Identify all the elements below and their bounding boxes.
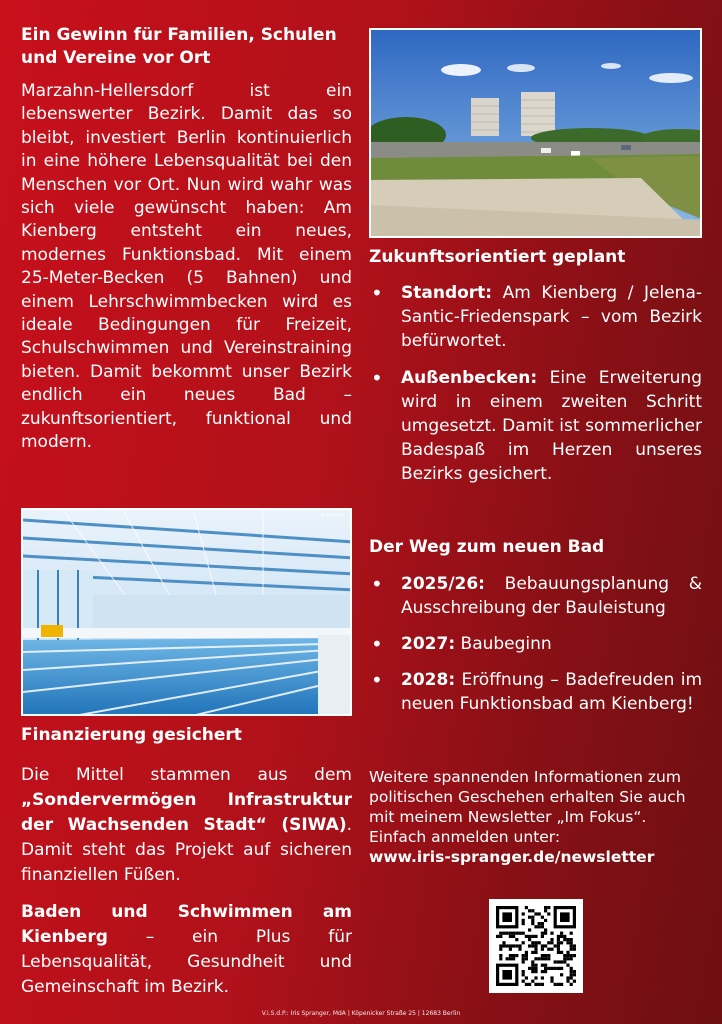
item-label: 2028: (401, 670, 456, 690)
finanzierung-text-bold: „Sondervermögen Infrastruktur der Wachsenden Stadt“ (SIWA) (21, 790, 352, 835)
item-text: Am Kienberg / Jelena-Santic-Friedenspark – vom Bezirk befürwortet. (401, 283, 702, 351)
finanzierung-paragraph (21, 763, 352, 888)
item-label: Außenbecken: (401, 368, 538, 388)
zukunft-list (369, 281, 702, 486)
list-item (369, 366, 702, 486)
baden-paragraph (21, 900, 352, 1000)
item-text: Bebauungsplanung & Ausschreibung der Bauleistung (401, 574, 702, 618)
section-heading-finanzierung: Finanzierung gesichert (21, 725, 242, 745)
photo-credit: © freepik (320, 513, 344, 519)
indoor-pool-image (23, 510, 352, 716)
list-item (369, 572, 702, 620)
item-label: 2027: (401, 634, 456, 654)
item-text: Baubeginn (455, 634, 552, 654)
weg-list (369, 572, 702, 716)
item-text: Eine Erweiterung wird in einem zweiten Schritt umgesetzt. Damit ist sommerlicher Badespaß im Herzen unseres Bezirks gesichert. (401, 368, 702, 484)
newsletter-block (369, 767, 702, 867)
section-finanzierung (21, 724, 352, 888)
item-label: 2025/26: (401, 574, 485, 594)
left-column (21, 24, 352, 455)
newsletter-link[interactable]: www.iris-spranger.de/newsletter (369, 848, 655, 866)
section-zukunft (369, 246, 702, 499)
intro-paragraph: Marzahn-Hellersdorf ist ein lebenswerter Bezirk. Damit das so bleibt, investiert Berlin kontinuierlich in eine höhere Lebensqualität bei den Menschen vor Ort. Nun wird wahr was sich viele gewünscht haben: Am Kienberg entsteht ein neues, modernes Funktionsbad. Mit einem 25-Meter-Becken (5 Bahnen) und einem Lehrschwimmbecken wird es ideale Bedingungen für Freizeit, Schulschwimmen und Vereinstraining bieten. Damit bekommt unser Bezirk endlich ein neues Bad – zukunftsorientiert, funktional und modern. (21, 81, 352, 453)
imprint-footer: V.i.S.d.P.: Iris Spranger, MdA | Köpenicker Straße 25 | 12683 Berlin (261, 1010, 461, 1017)
newsletter-text: Weitere spannenden Informationen zum politischen Geschehen erhalten Sie auch mit meinem Newsletter „Im Fokus“. Einfach anmelden unter: (369, 768, 686, 846)
list-item (369, 281, 702, 353)
item-label: Standort: (401, 283, 493, 303)
list-item (369, 668, 702, 716)
section-weg (369, 536, 702, 728)
qr-code-icon (496, 906, 576, 986)
pool-photo (21, 508, 352, 716)
section-heading-weg: Der Weg zum neuen Bad (369, 537, 605, 557)
section-baden (21, 900, 352, 1000)
section-heading-gewinn: Ein Gewinn für Familien, Schulen und Vereine vor Ort (21, 25, 337, 68)
baden-bold: Baden und Schwimmen am Kienberg (21, 902, 352, 947)
finanzierung-text-pre: Die Mittel stammen aus dem (21, 765, 352, 785)
kienberg-photo (369, 28, 702, 238)
qr-code[interactable] (489, 899, 583, 993)
section-heading-zukunft: Zukunftsorientiert geplant (369, 247, 626, 267)
finanzierung-text-post: . Damit steht das Projekt auf sicheren finanziellen Füßen. (21, 815, 352, 885)
item-text: Eröffnung – Badefreuden im neuen Funktionsbad am Kienberg! (401, 670, 702, 714)
list-item (369, 632, 702, 656)
kienberg-landscape-image (371, 30, 702, 238)
baden-rest: – ein Plus für Lebensqualität, Gesundheit und Gemeinschaft im Bezirk. (21, 927, 352, 997)
